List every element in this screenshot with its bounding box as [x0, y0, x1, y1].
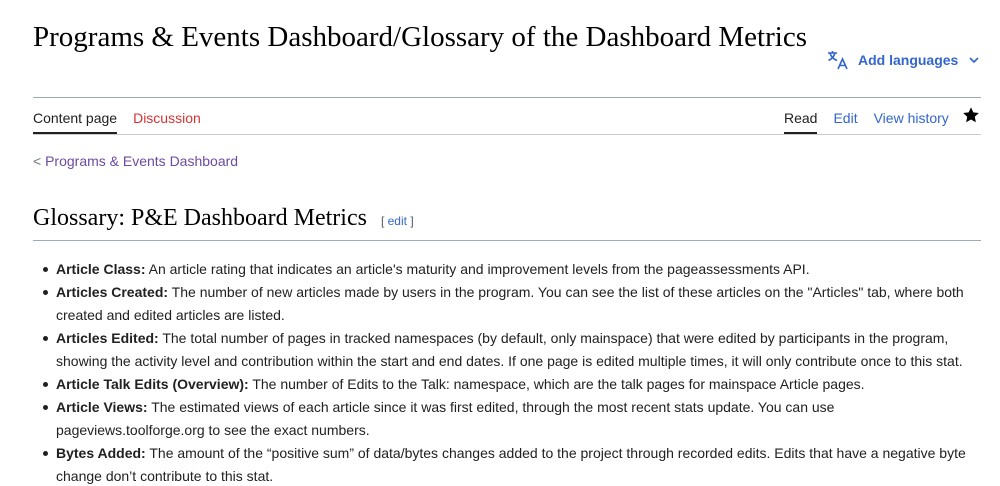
glossary-list — [56, 258, 976, 486]
translate-icon — [827, 50, 849, 70]
page-title: Programs & Events Dashboard/Glossary of the Dashboard Metrics — [33, 21, 807, 53]
star-icon[interactable] — [962, 106, 980, 124]
chevron-down-icon — [968, 54, 980, 66]
section-title: Glossary: P&E Dashboard Metrics — [33, 205, 367, 231]
tab-read[interactable]: Read — [784, 108, 817, 134]
glossary-definition: The amount of the “positive sum” of data/bytes changes added to the project through recorded edits. Edits that have a negative byte change don’t contribute to this stat. — [56, 445, 966, 484]
tab-edit[interactable]: Edit — [833, 110, 858, 126]
glossary-term: Articles Created: — [56, 284, 169, 300]
section-edit-link[interactable]: edit — [387, 214, 407, 228]
edit-bracket-open: [ — [380, 214, 388, 228]
section-edit — [381, 214, 414, 228]
glossary-term: Article Talk Edits (Overview): — [56, 376, 249, 392]
list-item — [56, 396, 976, 442]
glossary-definition: An article rating that indicates an article's maturity and improvement levels from the pageassessments API. — [145, 261, 810, 277]
view-tabs — [784, 108, 949, 134]
tab-content-page[interactable]: Content page — [33, 108, 117, 134]
add-languages-button[interactable] — [827, 49, 980, 71]
glossary-term: Articles Edited: — [56, 330, 159, 346]
breadcrumb-link[interactable]: Programs & Events Dashboard — [45, 153, 239, 169]
glossary-definition: The estimated views of each article since it was first edited, through the most recent stats update. You can use pageviews.toolforge.org to see the exact numbers. — [56, 399, 835, 438]
tabs-divider — [33, 134, 981, 135]
list-item — [56, 442, 976, 486]
namespace-tabs — [33, 108, 217, 134]
glossary-term: Bytes Added: — [56, 445, 146, 461]
list-item — [56, 327, 976, 373]
edit-bracket-close: ] — [406, 214, 414, 228]
add-languages-label: Add languages — [858, 52, 959, 68]
list-item — [56, 281, 976, 327]
section-divider — [33, 240, 981, 241]
glossary-definition: The number of new articles made by users in the program. You can see the list of these articles on the "Articles" tab, where both created and edited articles are listed. — [56, 284, 964, 323]
breadcrumb — [33, 153, 238, 169]
glossary-definition: The number of Edits to the Talk: namespace, which are the talk pages for mainspace Article pages. — [248, 376, 865, 392]
glossary-term: Article Views: — [56, 399, 148, 415]
list-item — [56, 258, 976, 281]
section-heading — [33, 202, 414, 234]
tab-discussion[interactable]: Discussion — [133, 110, 201, 126]
breadcrumb-prefix: < — [33, 153, 46, 169]
glossary-term: Article Class: — [56, 261, 146, 277]
tab-view-history[interactable]: View history — [873, 110, 949, 126]
list-item — [56, 373, 976, 396]
title-divider — [33, 97, 981, 98]
glossary-definition: The total number of pages in tracked namespaces (by default, only mainspace) that were edited by participants in the program, showing the activity level and contribution within the start and end dates. If one page is edited multiple times, it will only contribute once to this stat. — [56, 330, 963, 369]
